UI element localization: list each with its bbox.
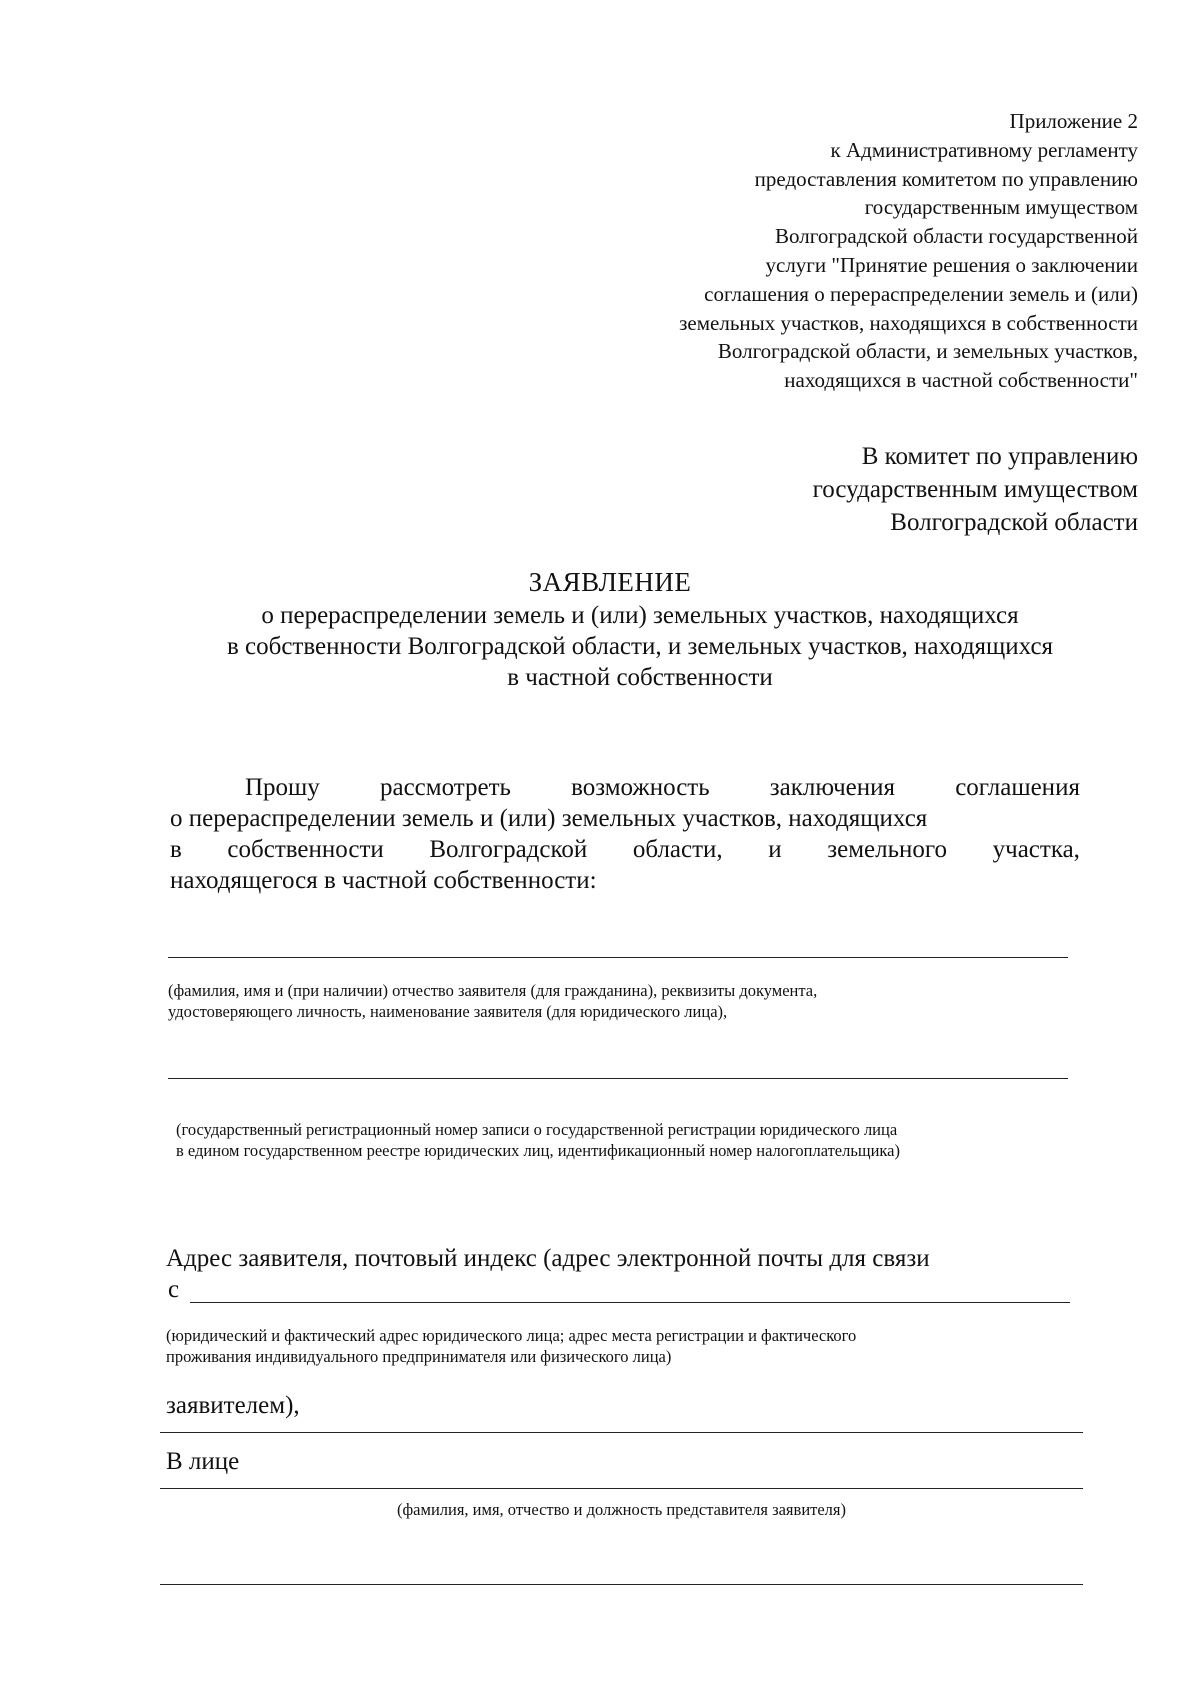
appendix-line: Волгоградской области государственной xyxy=(775,224,1138,249)
addressee-block xyxy=(578,440,1138,539)
request-word: участка, xyxy=(992,836,1080,863)
address-field[interactable] xyxy=(190,1302,1070,1303)
caption-line: (государственный регистрационный номер записи о государственной регистрации юридического лица xyxy=(176,1120,898,1139)
request-line-3 xyxy=(170,834,1080,865)
appendix-line: земельных участков, находящихся в собственности xyxy=(679,310,1138,335)
addressee-line: В комитет по управлению xyxy=(861,443,1138,470)
subtitle-line: о перераспределении земель и (или) земельных участков, находящихся xyxy=(261,602,1019,629)
request-word: возможность xyxy=(571,774,710,801)
representative-label: В лице xyxy=(166,1448,240,1475)
request-word: области, xyxy=(632,836,723,863)
registration-caption xyxy=(176,1119,900,1161)
request-word: земельного xyxy=(827,836,948,863)
appendix-line: к Административному регламенту xyxy=(830,137,1138,162)
representative-caption: (фамилия, имя, отчество и должность представителя заявителя) xyxy=(397,1500,846,1519)
request-word: Волгоградской xyxy=(429,836,588,863)
subtitle-line: в собственности Волгоградской области, и земельных участков, находящихся xyxy=(226,633,1054,660)
caption-line: (фамилия, имя и (при наличии) отчество заявителя (для гражданина), реквизиты документа, xyxy=(168,981,818,1000)
caption-line: удостоверяющего личность, наименование заявителя (для юридического лица), xyxy=(168,1002,728,1021)
appendix-header xyxy=(578,107,1138,395)
request-word: заключения xyxy=(769,774,896,801)
appendix-line: государственным имуществом xyxy=(864,195,1138,220)
subtitle-line: в частной собственности xyxy=(507,664,773,691)
request-word: и xyxy=(768,836,782,863)
caption-line: в едином государственном реестре юридических лиц, идентификационный номер налогоплательщика) xyxy=(176,1141,901,1160)
request-word: Прошу xyxy=(245,774,320,801)
request-word: рассмотреть xyxy=(379,774,511,801)
request-word: в xyxy=(170,836,182,863)
addressee-line: Волгоградской области xyxy=(890,509,1138,536)
address-continuation-field[interactable] xyxy=(160,1432,1083,1433)
request-word: соглашения xyxy=(955,774,1080,801)
applicant-identity-caption xyxy=(168,980,817,1022)
document-subtitle xyxy=(160,600,1120,693)
request-line-2: о перераспределении земель и (или) земельных участков, находящихся xyxy=(170,805,928,832)
registration-field[interactable] xyxy=(168,1078,1068,1079)
request-line-1 xyxy=(245,772,1080,803)
address-label-end: заявителем), xyxy=(166,1392,300,1419)
appendix-line: услуги "Принятие решения о заключении xyxy=(765,252,1138,277)
caption-line: (юридический и фактический адрес юридического лица; адрес места регистрации и фактического xyxy=(166,1326,857,1345)
appendix-line: Приложение 2 xyxy=(1009,109,1138,133)
request-word: собственности xyxy=(227,836,384,863)
appendix-line: Волгоградской области, и земельных участков, xyxy=(717,339,1138,364)
request-line-4: находящегося в частной собственности: xyxy=(170,867,597,894)
address-caption xyxy=(166,1325,856,1367)
applicant-identity-field[interactable] xyxy=(168,957,1068,958)
caption-line: проживания индивидуального предпринимателя или физического лица) xyxy=(166,1347,672,1366)
appendix-line: соглашения о перераспределении земель и (или) xyxy=(704,281,1138,306)
representative-field[interactable] xyxy=(160,1488,1083,1489)
document-title: ЗАЯВЛЕНИЕ xyxy=(528,567,692,597)
representative-details-field[interactable] xyxy=(160,1584,1083,1585)
appendix-line: находящихся в частной собственности" xyxy=(784,368,1138,393)
addressee-line: государственным имуществом xyxy=(812,476,1138,503)
appendix-line: предоставления комитетом по управлению xyxy=(754,166,1138,191)
address-label: Адрес заявителя, почтовый индекс (адрес электронной почты для связи xyxy=(166,1245,930,1272)
address-label-c: с xyxy=(168,1276,180,1303)
